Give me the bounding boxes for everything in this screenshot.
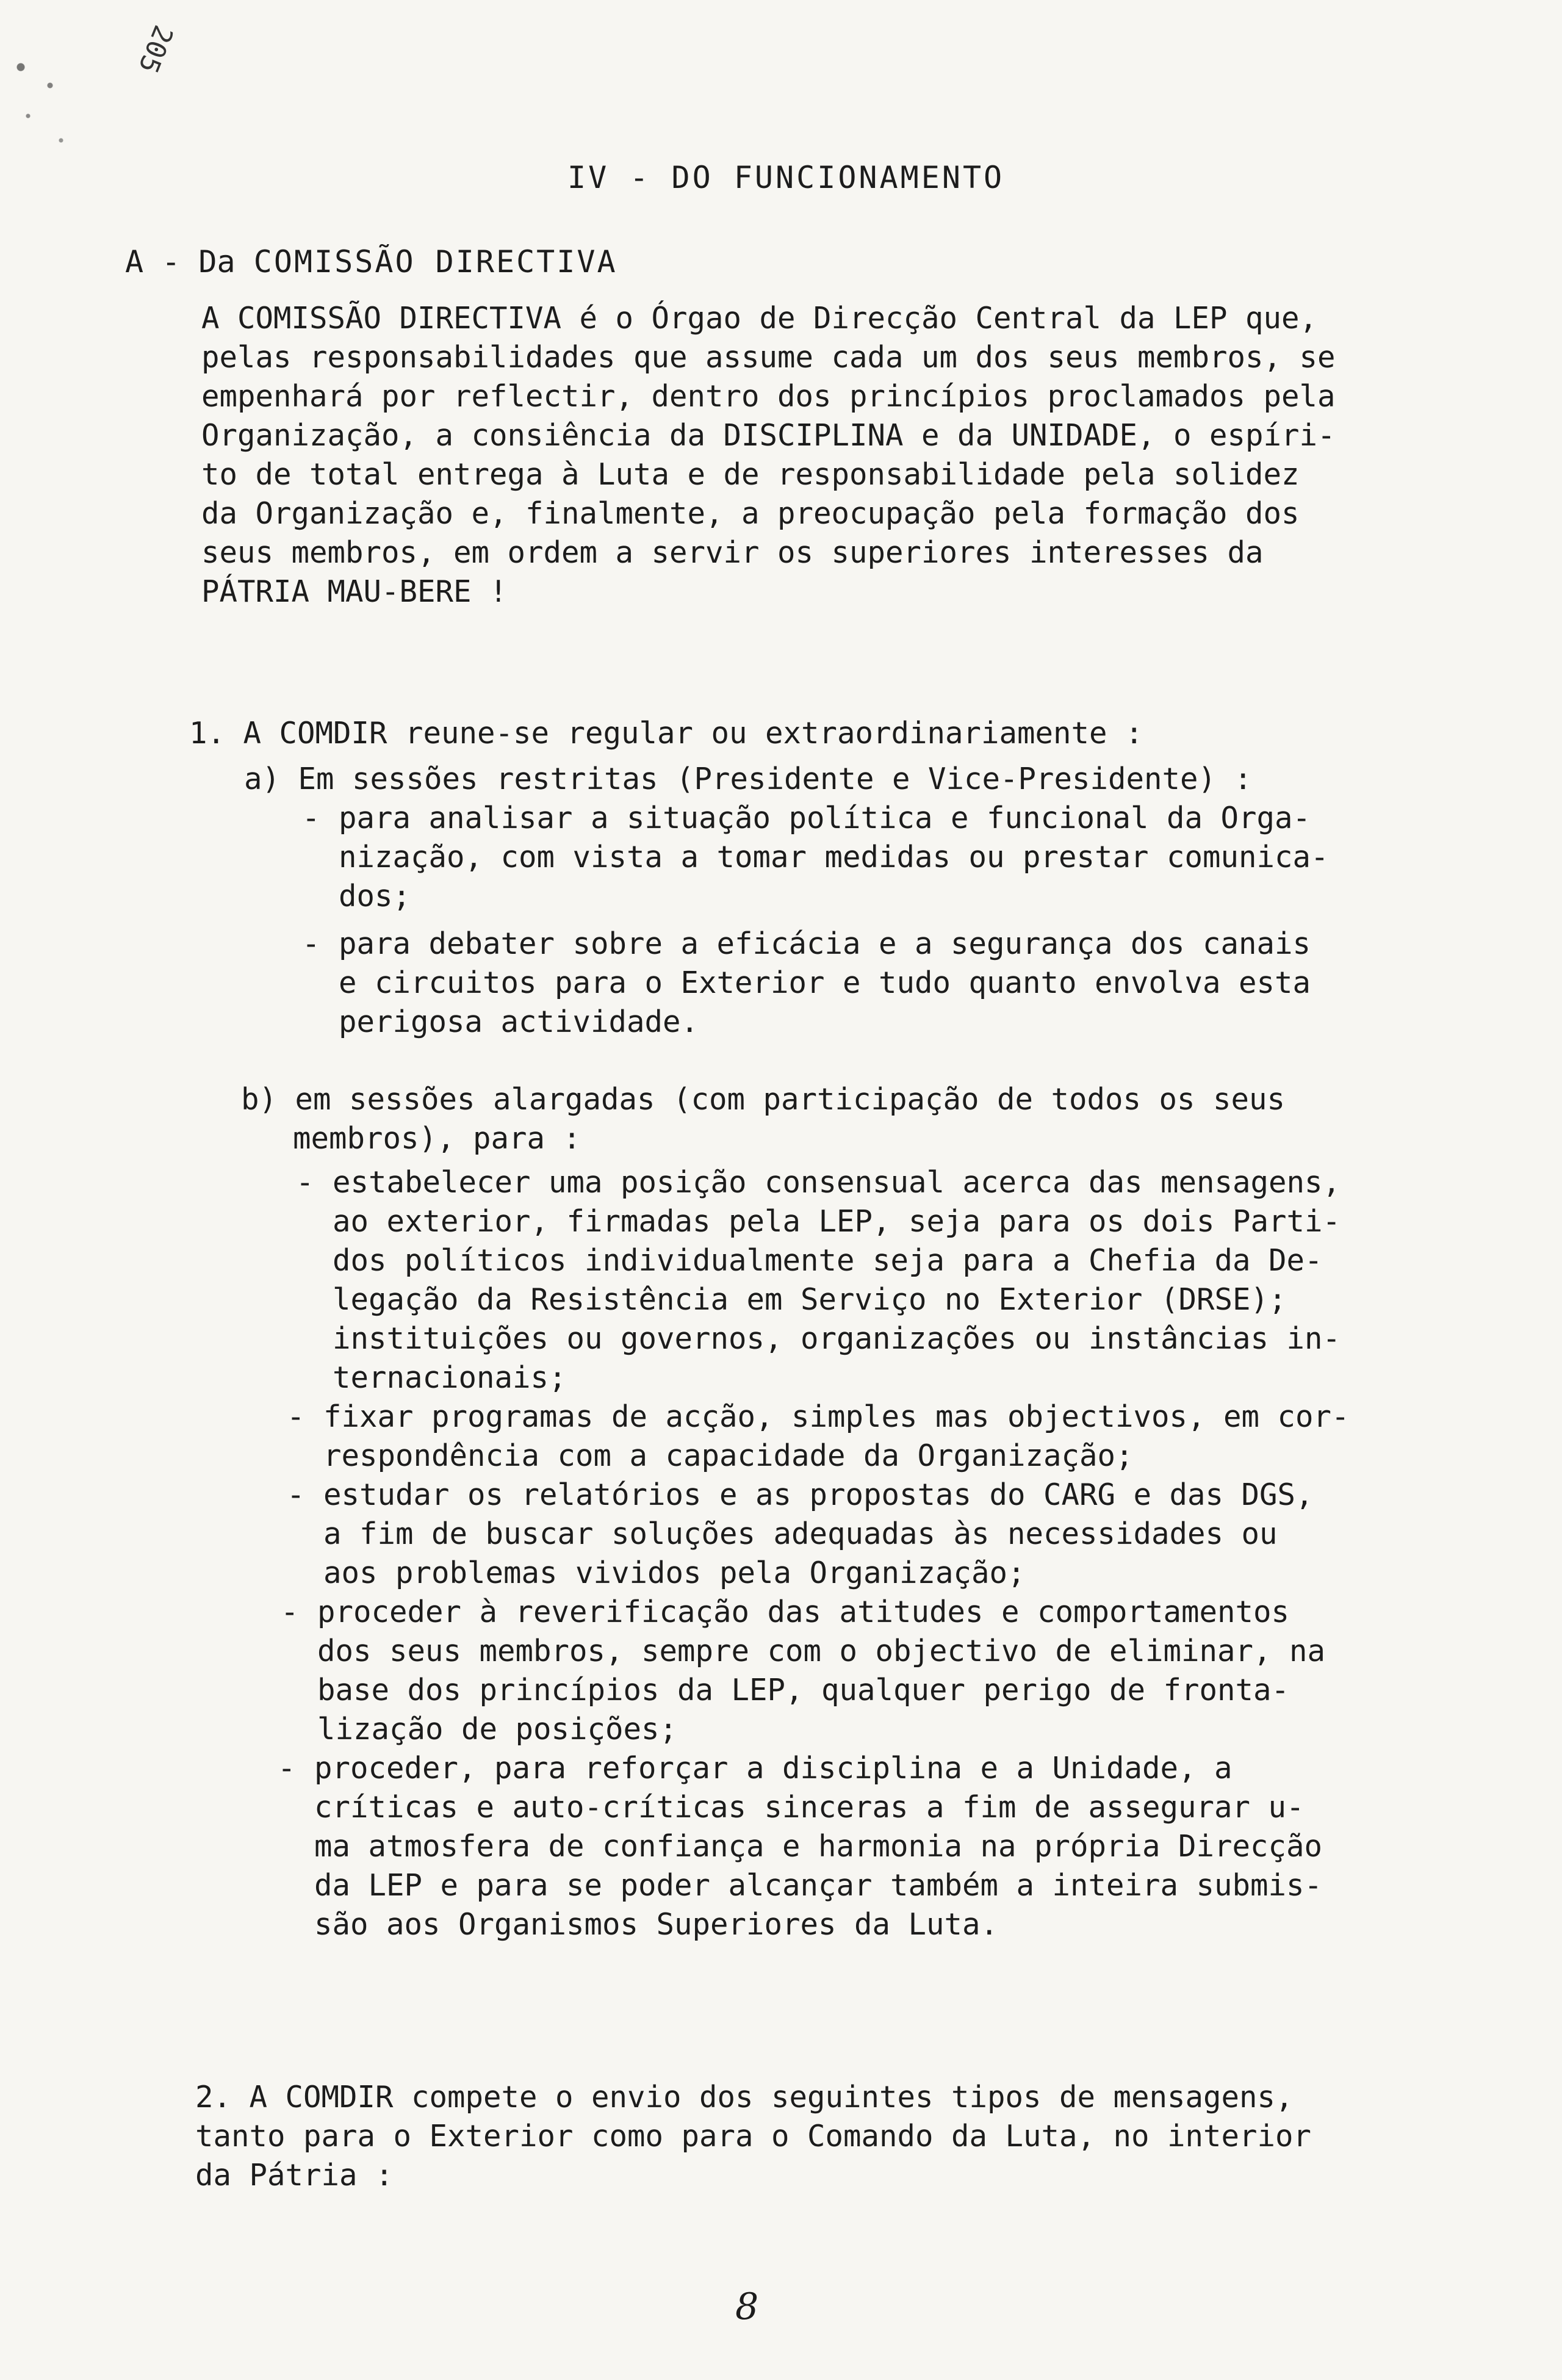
item-1a-lead: a) Em sessões restritas (Presidente e Vice-Presidente) : xyxy=(244,762,1253,796)
bullet-line: ma atmosfera de confiança e harmonia na própria Direcção xyxy=(314,1829,1323,1864)
intro-line: seus membros, em ordem a servir os superiores interesses da xyxy=(201,535,1264,570)
intro-line: da Organização e, finalmente, a preocupação pela formação dos xyxy=(201,496,1300,531)
bullet-line: legação da Resistência em Serviço no Exterior (DRSE); xyxy=(333,1282,1287,1317)
item-1a xyxy=(244,760,1416,1042)
item-2-line: tanto para o Exterior como para o Comando da Luta, no interior xyxy=(195,2119,1312,2154)
bullet-line: - proceder, para reforçar a disciplina e a Unidade, a xyxy=(314,1751,1233,1786)
bullet-line: respondência com a capacidade da Organização; xyxy=(323,1438,1134,1473)
item-1b-bullet xyxy=(278,1749,1419,1944)
section-letter: A - xyxy=(125,244,181,279)
section-heading xyxy=(125,244,617,279)
item-1b-bullet xyxy=(296,1163,1419,1397)
bullet-line: dos políticos individualmente seja para a Chefia da De- xyxy=(333,1243,1323,1278)
item-1b xyxy=(241,1080,1419,1944)
bullet-line: - proceder à reverificação das atitudes e comportamentos xyxy=(317,1595,1290,1629)
intro-line: empenhará por reflectir, dentro dos princípios proclamados pela xyxy=(201,379,1336,414)
item-2 xyxy=(195,2078,1416,2195)
item-1a-bullet xyxy=(302,925,1416,1042)
bullet-line: ternacionais; xyxy=(333,1360,567,1395)
page-stamp: 205 xyxy=(132,21,179,78)
intro-line: Organização, a consiência da DISCIPLINA e da UNIDADE, o espíri- xyxy=(201,418,1336,453)
item-2-line: 2. A COMDIR compete o envio dos seguintes tipos de mensagens, xyxy=(195,2080,1294,2115)
section-title: COMISSÃO DIRECTIVA xyxy=(253,244,617,279)
bullet-line: críticas e auto-críticas sinceras a fim de assegurar u- xyxy=(314,1790,1305,1825)
item-2-line: da Pátria : xyxy=(195,2158,394,2193)
intro-line: A COMISSÃO DIRECTIVA é o Órgao de Direcção Central da LEP que, xyxy=(201,301,1318,336)
item-1b-bullet xyxy=(287,1397,1419,1476)
bullet-line: dos seus membros, sempre com o objectivo de eliminar, na xyxy=(317,1634,1326,1668)
item-1b-lead: membros), para : xyxy=(293,1121,581,1156)
bullet-line: ao exterior, firmadas pela LEP, seja para os dois Parti- xyxy=(333,1204,1341,1239)
bullet-line: perigosa actividade. xyxy=(339,1004,699,1039)
item-1-lead xyxy=(189,714,1409,753)
item-1-text: 1. A COMDIR reune-se regular ou extraordinariamente : xyxy=(189,716,1143,751)
intro-paragraph xyxy=(201,299,1403,611)
bullet-line: são aos Organismos Superiores da Luta. xyxy=(314,1907,999,1942)
bullet-line: da LEP e para se poder alcançar também a inteira submis- xyxy=(314,1868,1323,1903)
bullet-line: dos; xyxy=(339,879,411,914)
scan-specks xyxy=(6,43,79,165)
bullet-line: - estudar os relatórios e as propostas do CARG e das DGS, xyxy=(323,1477,1314,1512)
bullet-line: - fixar programas de acção, simples mas objectivos, em cor- xyxy=(323,1399,1350,1434)
bullet-line: lização de posições; xyxy=(317,1712,678,1747)
bullet-line: - estabelecer uma posição consensual acerca das mensagens, xyxy=(333,1165,1341,1200)
bullet-line: base dos princípios da LEP, qualquer perigo de fronta- xyxy=(317,1673,1290,1707)
intro-line: PÁTRIA MAU-BERE ! xyxy=(201,574,508,609)
bullet-line: a fim de buscar soluções adequadas às necessidades ou xyxy=(323,1516,1278,1551)
item-1b-bullet xyxy=(281,1593,1419,1749)
item-1b-bullet xyxy=(287,1476,1419,1593)
item-1b-lead: b) em sessões alargadas (com participação de todos os seus xyxy=(241,1082,1286,1117)
section-prefix: Da xyxy=(198,244,236,279)
bullet-line: - para analisar a situação política e funcional da Orga- xyxy=(339,801,1311,835)
bullet-line: nização, com vista a tomar medidas ou prestar comunica- xyxy=(339,840,1329,874)
bullet-line: aos problemas vividos pela Organização; xyxy=(323,1556,1026,1590)
chapter-heading: IV - DO FUNCIONAMENTO xyxy=(567,160,1005,195)
item-1a-bullet xyxy=(302,799,1416,916)
intro-line: to de total entrega à Luta e de responsabilidade pela solidez xyxy=(201,457,1300,492)
intro-line: pelas responsabilidades que assume cada um dos seus membros, se xyxy=(201,340,1336,375)
bullet-line: - para debater sobre a eficácia e a segurança dos canais xyxy=(339,926,1311,961)
bullet-line: e circuitos para o Exterior e tudo quanto envolva esta xyxy=(339,965,1311,1000)
page-number: 8 xyxy=(735,2285,759,2328)
bullet-line: instituições ou governos, organizações ou instâncias in- xyxy=(333,1321,1341,1356)
